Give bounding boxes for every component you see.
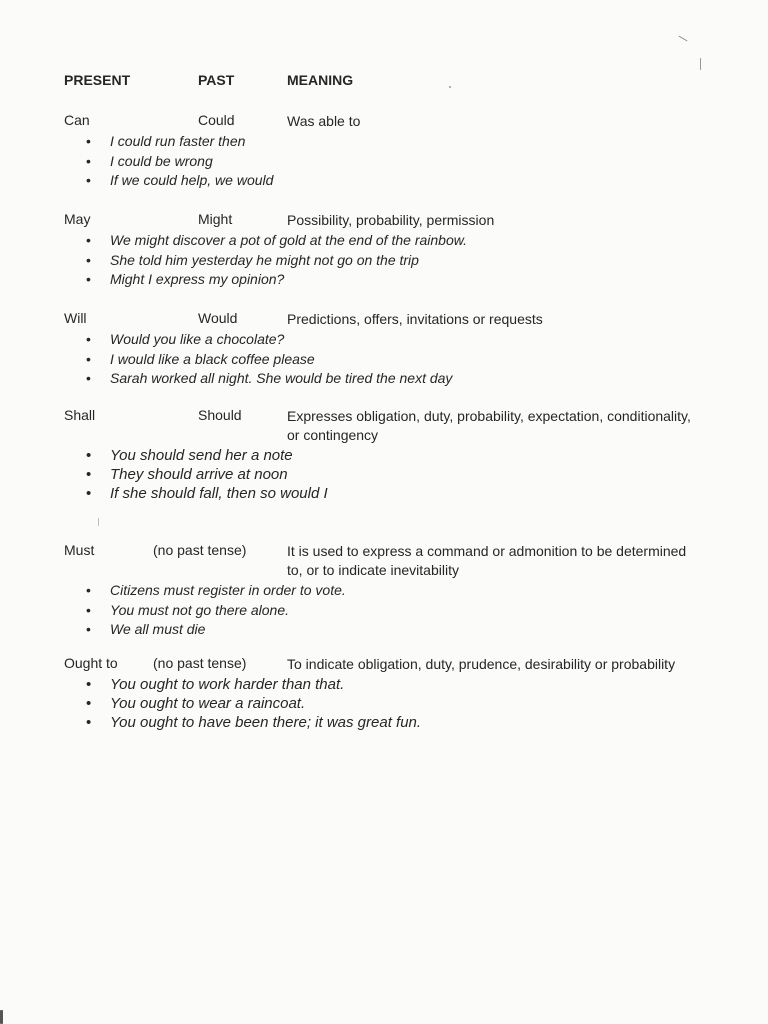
example-list	[64, 446, 704, 503]
entry-can	[64, 112, 704, 191]
entry-present: Will	[64, 310, 87, 326]
entry-meaning: It is used to express a command or admonition to be determined to, or to indicate inevitability	[287, 543, 687, 578]
entry-meaning: To indicate obligation, duty, prudence, desirability or probability	[287, 656, 676, 672]
example-list	[64, 330, 704, 389]
scan-speck	[449, 86, 451, 88]
entry-past: (no past tense)	[153, 655, 247, 671]
scan-speck	[678, 36, 687, 42]
entry-past: (no past tense)	[153, 542, 247, 558]
example-list	[64, 675, 704, 732]
scan-speck	[700, 58, 701, 70]
entry-must	[64, 542, 704, 640]
entry-present: Ought to	[64, 655, 118, 671]
example-item: • You ought to have been there; it was great fun.	[64, 713, 704, 732]
entry-present: Must	[64, 542, 95, 558]
example-item: • I would like a black coffee please	[64, 350, 704, 370]
example-item: • We all must die	[64, 620, 704, 640]
entry-meaning: Expresses obligation, duty, probability, expectation, conditionality, or contingency	[287, 408, 691, 443]
entry-may	[64, 211, 704, 290]
example-item: • If we could help, we would	[64, 171, 704, 191]
scan-speck	[98, 518, 99, 526]
entry-present: Can	[64, 112, 90, 128]
entry-past: Could	[198, 112, 235, 128]
example-item: • I could run faster then	[64, 132, 704, 152]
example-item: • Sarah worked all night. She would be tired the next day	[64, 369, 704, 389]
example-item: • I could be wrong	[64, 152, 704, 172]
entry-meaning: Was able to	[287, 113, 361, 129]
example-list	[64, 231, 704, 290]
example-list	[64, 132, 704, 191]
entry-meaning: Possibility, probability, permission	[287, 212, 495, 228]
entry-meaning: Predictions, offers, invitations or requests	[287, 311, 543, 327]
entry-ought-to	[64, 655, 704, 732]
example-item: • You ought to work harder than that.	[64, 675, 704, 694]
example-item: • You must not go there alone.	[64, 601, 704, 621]
entry-present: May	[64, 211, 91, 227]
example-item: • Might I express my opinion?	[64, 270, 704, 290]
header-past: PAST	[198, 72, 235, 88]
header-meaning: MEANING	[287, 72, 354, 88]
table-header	[64, 72, 664, 92]
example-item: • Would you like a chocolate?	[64, 330, 704, 350]
scan-edge	[0, 1010, 3, 1024]
example-list	[64, 581, 704, 640]
entry-shall	[64, 407, 704, 503]
example-item: • If she should fall, then so would I	[64, 484, 704, 503]
example-item: • She told him yesterday he might not go on the trip	[64, 251, 704, 271]
example-item: • They should arrive at noon	[64, 465, 704, 484]
header-present: PRESENT	[64, 72, 131, 88]
entry-past: Should	[198, 407, 242, 423]
entry-present: Shall	[64, 407, 96, 423]
entry-will	[64, 310, 704, 389]
example-item: • You ought to wear a raincoat.	[64, 694, 704, 713]
entry-past: Would	[198, 310, 238, 326]
example-item: • We might discover a pot of gold at the end of the rainbow.	[64, 231, 704, 251]
example-item: • You should send her a note	[64, 446, 704, 465]
example-item: • Citizens must register in order to vote.	[64, 581, 704, 601]
entry-past: Might	[198, 211, 233, 227]
